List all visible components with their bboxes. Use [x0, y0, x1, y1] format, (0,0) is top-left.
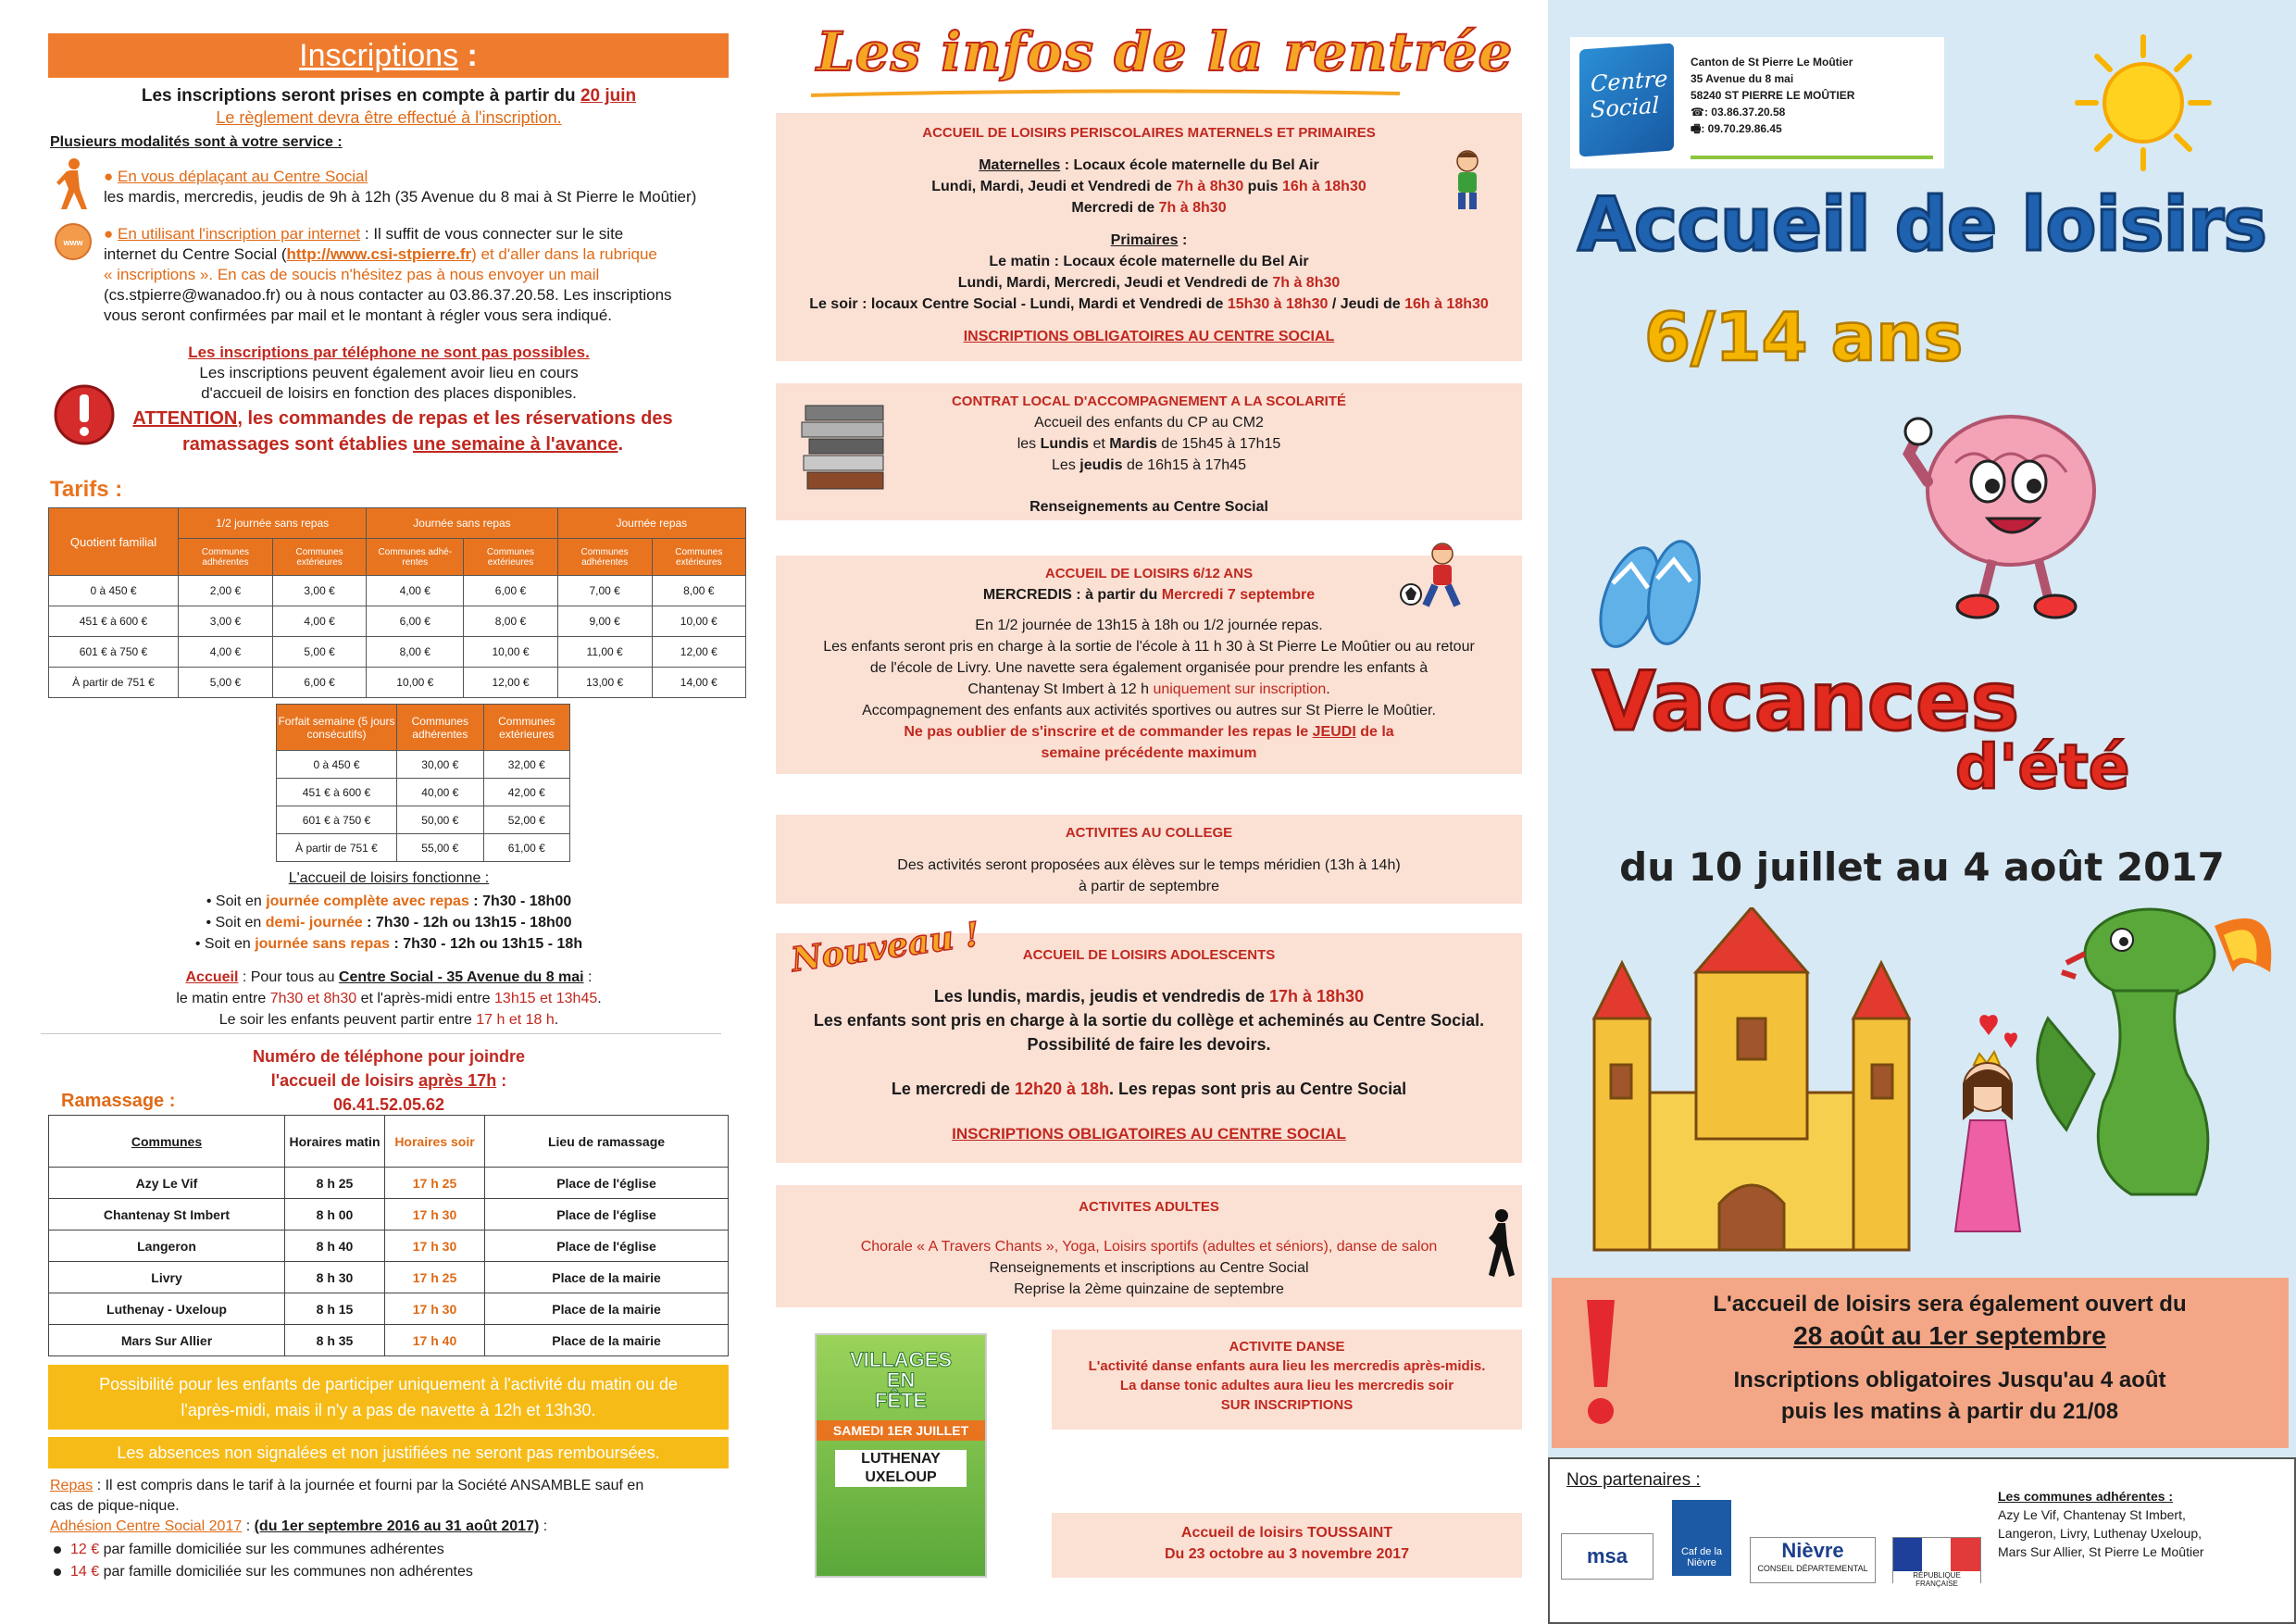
- partner-caf-logo: Caf de la Nièvre: [1672, 1500, 1731, 1576]
- castle-icon: [1576, 907, 1928, 1261]
- communes-adherentes: Les communes adhérentes : Azy Le Vif, Chantenay St Imbert, Langeron, Livry, Luthenay Uxeloup, Mars Sur Allier, St Pierre Le Moûtier: [1998, 1489, 2204, 1559]
- ramassage-table: Communes Horaires matin Horaires soir Lieu de ramassage Azy Le Vif 8 h 25 17 h 25 Place de l'église Chantenay St Imbert 8 h 00 17 h 30 Place de l'église Langeron 8 h 40 17 h 30 Place de l'église Livry 8 h 30 17 h 25 Place de la mairie Luthenay - Uxeloup 8 h 15 17 h 30 Place de la mairie Mars Sur Allier 8 h 35 17 h 40 Place de la mairie: [48, 1115, 729, 1356]
- internet-globe-icon: [54, 222, 93, 261]
- tarif-subheader: Communes adhé-rentes: [367, 539, 464, 576]
- list-item: 14 € par famille domiciliée sur les communes non adhérentes: [54, 1561, 739, 1583]
- table-row: Langeron 8 h 40 17 h 30 Place de l'église: [49, 1230, 729, 1262]
- box-college: ACTIVITES AU COLLEGE Des activités seront proposées aux élèves sur le temps méridien (13h à 14h) à partir de septembre: [776, 815, 1522, 904]
- option-internet: ● En utilisant l'inscription par internet : Il suffit de vous connecter sur le site internet du Centre Social (http://www.csi-stpierre.fr) et d'aller dans la rubrique « inscriptions ». En cas de soucis n'hésitez pas à nous envoyer un mail (cs.stpierre@wanadoo.fr) ou à nous contacter au 03.86.37.20.58. Les inscriptions vous seront confirmées par mail et le montant à régler vous sera indiqué.: [104, 225, 672, 324]
- box-clas: CONTRAT LOCAL D'ACCOMPAGNEMENT A LA SCOLARITÉ Accueil des enfants du CP au CM2 les Lundis et Mardis de 15h45 à 17h15 Les jeudis de 16h15 à 17h45 Renseignements au Centre Social: [776, 383, 1522, 520]
- title-vacances: Vacances: [1592, 654, 2020, 749]
- reglement-note: Le règlement devra être effectué à l'inscription.: [216, 108, 562, 127]
- forfait-table: Forfait semaine (5 jours consécutifs) Communes adhérentes Communes extérieures 0 à 450 € 30,00 € 32,00 € 451 € à 600 € 40,00 € 42,00 € 601 € à 750 € 50,00 € 52,00 € À partir de 751 € 55,00 € 61,00 €: [276, 704, 570, 862]
- table-row: Mars Sur Allier 8 h 35 17 h 40 Place de la mairie: [49, 1325, 729, 1356]
- list-item: 12 € par famille domiciliée sur les communes adhérentes: [54, 1539, 739, 1561]
- opening-line-3: Inscriptions obligatoires Jusqu'au 4 août: [1733, 1368, 2166, 1393]
- box-periscolaire: ACCUEIL DE LOISIRS PERISCOLAIRES MATERNELS ET PRIMAIRES Maternelles : Locaux école maternelle du Bel Air Lundi, Mardi, Jeudi et Vendredi de 7h à 8h30 puis 16h à 18h30 Mercredi de 7h à 8h30 Primaires : Le matin : Locaux école maternelle du Bel Air Lundi, Mardi, Mercredi, Jeudi et Vendredi de 7h à 8h30 Le soir : locaux Centre Social - Lundi, Mardi et Vendredi de 15h30 à 18h30 / Jeudi de 16h à 18h30 INSCRIPTIONS OBLIGATOIRES AU CENTRE SOCIAL: [776, 113, 1522, 361]
- partners-heading: Nos partenaires :: [1566, 1470, 1701, 1490]
- table-row: Azy Le Vif 8 h 25 17 h 25 Place de l'église: [49, 1168, 729, 1199]
- runner-icon: [1479, 1208, 1516, 1282]
- option-deplacant: ● En vous déplaçant au Centre Social les mardis, mercredis, jeudis de 9h à 12h (35 Avenue du 8 mai à St Pierre le Moûtier): [104, 168, 697, 206]
- partner-rf-logo: RÉPUBLIQUE FRANÇAISE: [1892, 1537, 1981, 1583]
- partner-nievre-logo: Nièvre CONSEIL DÉPARTEMENTAL: [1750, 1537, 1876, 1583]
- fax-icon: 🖷: [1691, 122, 1702, 135]
- box-adultes: ACTIVITES ADULTES Chorale « A Travers Chants », Yoga, Loisirs sportifs (adultes et séniors), danse de salon Renseignements et inscriptions au Centre Social Reprise la 2ème quinzaine de septembre: [776, 1185, 1522, 1307]
- modalites-heading: Plusieurs modalités sont à votre service :: [50, 134, 343, 150]
- table-row: 451 € à 600 € 40,00 € 42,00 €: [277, 779, 570, 806]
- nouveau-badge: Nouveau !: [789, 914, 982, 981]
- repas-info: Repas : Il est compris dans le tarif à la journée et fourni par la Société ANSAMBLE sauf en cas de pique-nique. Adhésion Centre Social 2017 : (du 1er septembre 2016 au 31 août 2017) :: [50, 1478, 644, 1534]
- opening-line-4: puis les matins à partir du 21/08: [1780, 1399, 2119, 1424]
- list-item: • Soit en journée sans repas : 7h30 - 12h ou 13h15 - 18h: [194, 936, 583, 952]
- opening-period: 28 août au 1er septembre: [1793, 1321, 2106, 1350]
- attention-exclamation-icon: [54, 384, 115, 445]
- tarif-subheader: Communes extérieures: [272, 539, 366, 576]
- table-row: Chantenay St Imbert 8 h 00 17 h 30 Place de l'église: [49, 1199, 729, 1230]
- tarif-header-qf: Quotient familial: [49, 508, 179, 576]
- fonctionne-heading: L'accueil de loisirs fonctionne :: [288, 870, 490, 886]
- table-row: 451 € à 600 € 3,00 € 4,00 € 6,00 € 8,00 € 9,00 € 10,00 €: [49, 606, 746, 637]
- walking-person-icon: [54, 157, 91, 211]
- flip-flops-icon: [1594, 537, 1705, 657]
- hearts-icon: [1972, 1009, 2028, 1056]
- title-dete: d'été: [1955, 731, 2130, 803]
- absences-banner: Les absences non signalées et non justifiées ne seront pas remboursées.: [48, 1437, 729, 1468]
- left-column: [0, 0, 761, 1624]
- football-kid-icon: [1398, 541, 1472, 615]
- adhesion-list: [54, 1539, 739, 1583]
- divider: [41, 1033, 721, 1034]
- ramassage-heading: Ramassage :: [61, 1091, 176, 1111]
- svg-text:www: www: [63, 238, 83, 247]
- table-row: À partir de 751 € 5,00 € 6,00 € 10,00 € 12,00 € 13,00 € 14,00 €: [49, 668, 746, 698]
- tarif-subheader: Communes adhérentes: [557, 539, 652, 576]
- exclamation-icon: [1578, 1294, 1624, 1433]
- accueil-info: Accueil : Pour tous au Centre Social - 35 Avenue du 8 mai : le matin entre 7h30 et 8h30 et l'après-midi entre 13h15 et 13h45. Le soir les enfants peuvent partir entre 17 h et 18 h.: [176, 969, 602, 1028]
- box-toussaint: Accueil de loisirs TOUSSAINT Du 23 octobre au 3 novembre 2017: [1052, 1513, 1522, 1578]
- child-icon: [1444, 148, 1491, 213]
- opening-info-box: [1552, 1278, 2289, 1448]
- dragon-icon: [2011, 889, 2289, 1222]
- dates-line: du 10 juillet au 4 août 2017: [1619, 844, 2225, 890]
- tarifs-table: [48, 507, 746, 698]
- table-row: 0 à 450 € 2,00 € 3,00 € 4,00 € 6,00 € 7,00 € 8,00 €: [49, 576, 746, 606]
- table-row: À partir de 751 € 55,00 € 61,00 €: [277, 834, 570, 862]
- phone-info: Numéro de téléphone pour joindre l'accueil de loisirs après 17h : 06.41.52.05.62: [252, 1047, 526, 1114]
- table-row: Livry 8 h 30 17 h 25 Place de la mairie: [49, 1262, 729, 1293]
- table-row: 0 à 450 € 30,00 € 32,00 €: [277, 751, 570, 779]
- address-block: Canton de St Pierre Le Moûtier 35 Avenue du 8 mai 58240 ST PIERRE LE MOÛTIER ☎: 03.86.37.20.58 🖷: 09.70.29.86.45: [1691, 56, 1855, 135]
- box-adolescents: ACCUEIL DE LOISIRS ADOLESCENTS Les lundis, mardis, jeudis et vendredis de 17h à 18h30 Les enfants sont pris en charge à la sortie du collège et acheminés au Centre Social. Possibilité de faire les devoirs. Le mercredi de 12h20 à 18h. Les repas sont pris au Centre Social INSCRIPTIONS OBLIGATOIRES AU CENTRE SOCIAL: [776, 933, 1522, 1163]
- tarif-subheader: Communes extérieures: [652, 539, 745, 576]
- inscriptions-header: Inscriptions :: [48, 33, 729, 78]
- fonctionne-list: [111, 891, 667, 955]
- list-item: • Soit en journée complète avec repas : 7h30 - 18h00: [206, 893, 572, 909]
- tarif-header-group: 1/2 journée sans repas: [179, 508, 367, 539]
- card-green-bar: [1691, 156, 1933, 159]
- centre-social-logo: Centre Social: [1579, 43, 1674, 156]
- tarif-subheader: Communes extérieures: [464, 539, 557, 576]
- tarif-header-group: Journée repas: [557, 508, 745, 539]
- title-age-range: 6/14 ans: [1644, 298, 1964, 376]
- partners-box: [1548, 1457, 2296, 1624]
- tarifs-heading: Tarifs :: [50, 477, 123, 502]
- telephone-note: Les inscriptions par téléphone ne sont pas possibles. Les inscriptions peuvent également avoir lieu en cours d'accueil de loisirs en fonction des places disponibles.: [188, 344, 590, 402]
- title-underline: [809, 88, 1402, 99]
- right-column: [1548, 0, 2296, 1624]
- table-row: 601 € à 750 € 4,00 € 5,00 € 8,00 € 10,00 € 11,00 € 12,00 €: [49, 637, 746, 668]
- tarif-header-group: Journée sans repas: [367, 508, 557, 539]
- phone-icon: ☎: [1691, 106, 1704, 119]
- attention-note: ATTENTION, les commandes de repas et les réservations des ramassages sont établies une semaine à l'avance.: [132, 408, 673, 455]
- inscriptions-intro: Les inscriptions seront prises en compte à partir du 20 juin: [141, 86, 637, 106]
- title-accueil-de-loisirs: Accueil de loisirs: [1578, 181, 2266, 268]
- box-danse: ACTIVITE DANSE L'activité danse enfants aura lieu les mercredis après-midis. La danse tonic adultes aura lieu les mercredis soir SUR INSCRIPTIONS: [1052, 1330, 1522, 1430]
- partner-msa-logo: msa: [1561, 1533, 1653, 1580]
- opening-line-1: L'accueil de loisirs sera également ouvert du: [1713, 1292, 2187, 1317]
- sun-icon: [2074, 33, 2213, 172]
- possibilite-banner: Possibilité pour les enfants de participer uniquement à l'activité du matin ou de l'après-midi, mais il n'y a pas de navette à 12h et 13h30.: [48, 1365, 729, 1430]
- tarif-subheader: Communes adhérentes: [179, 539, 273, 576]
- table-row: 601 € à 750 € 50,00 € 52,00 €: [277, 806, 570, 834]
- box-loisirs-6-12: ACCUEIL DE LOISIRS 6/12 ANS MERCREDIS : à partir du Mercredi 7 septembre En 1/2 journée de 13h15 à 18h ou 1/2 journée repas. Les enfants seront pris en charge à la sortie de l'école à 11 h 30 à St Pierre Le Moûtier ou au retour de l'école de Livry. Une navette sera également organisée pour prendre les enfants à Chantenay St Imbert à 12 h uniquement sur inscription. Accompagnement des enfants aux activités sportives ou autres sur St Pierre le Moûtier. Ne pas oublier de s'inscrire et de commander les repas le JEUDI de la semaine précédente maximum: [776, 556, 1522, 774]
- villages-en-fete-poster: VILLAGES EN FÊTE SAMEDI 1ER JUILLET LUTHENAY UXELOUP: [815, 1333, 987, 1578]
- centre-social-card: [1570, 37, 1944, 169]
- books-icon: [800, 398, 889, 502]
- main-title: Les infos de la rentrée: [817, 20, 1514, 83]
- table-row: Luthenay - Uxeloup 8 h 15 17 h 30 Place de la mairie: [49, 1293, 729, 1325]
- brain-mascot-icon: [1900, 398, 2113, 630]
- list-item: • Soit en demi- journée : 7h30 - 12h ou 13h15 - 18h00: [206, 915, 572, 931]
